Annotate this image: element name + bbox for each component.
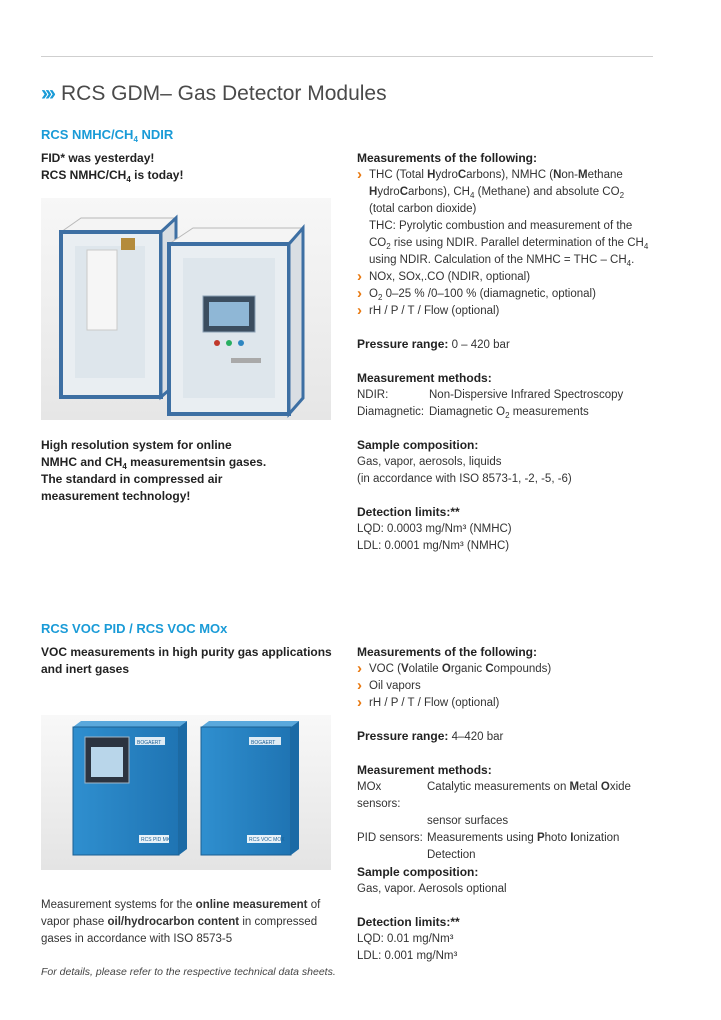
page-title-rest: – Gas Detector Modules (160, 82, 387, 105)
measurements-heading: Measurements of the following: (357, 645, 538, 659)
product-image-nmhc (41, 198, 331, 420)
intro-sub: 4 (126, 175, 131, 184)
bullet-o2: › $O_2$ 0–25 % /0–100 % (diamagnetic, optional) (357, 286, 657, 303)
footnote: For details, please refer to the respective technical data sheets. (41, 966, 336, 978)
desc-line: measurement technology! (41, 489, 191, 503)
method-row: NDIR: Non-Dispersive Infrared Spectroscopy (357, 389, 624, 401)
limits-heading: Detection limits:** (357, 915, 460, 929)
chevron-right-icon: ››› (41, 82, 53, 105)
section1-title (41, 127, 173, 142)
section1-title-sub: 4 (133, 135, 138, 144)
limit-line: LQD: 0.01 mg/Nm³ (357, 933, 454, 945)
desc-line: Measurement systems for the online measurement of (41, 899, 321, 911)
thc-continued: using NDIR. Calculation of the NMHC = THC – $CH_4$. (369, 254, 635, 268)
method-row: Diamagnetic: Diamagnetic $O_2$ measurements (357, 406, 589, 420)
section2-sample (357, 864, 657, 898)
section1-limits (357, 504, 657, 555)
product-image-voc (41, 715, 331, 870)
desc-text: NMHC and CH (41, 455, 123, 469)
voc-cabinets-illustration (41, 715, 331, 870)
section2-pressure (357, 728, 503, 746)
bullet-rh: › rH / P / T / Flow (optional) (357, 303, 657, 320)
desc-text: measurementsin gases. (126, 455, 267, 469)
page-title (41, 82, 387, 106)
methods-heading: Measurement methods: (357, 763, 492, 777)
limits-heading: Detection limits:** (357, 505, 460, 519)
bullet-rh: › rH / P / T / Flow (optional) (357, 695, 657, 712)
bullet-voc: › VOC (Volatile Organic Compounds) (357, 661, 657, 678)
section1-sample (357, 437, 657, 488)
pressure-label: Pressure range: (357, 729, 449, 743)
desc-line: The standard in compressed air (41, 472, 223, 486)
method-row: sensor surfaces (427, 815, 509, 827)
intro-line: VOC measurements in high purity gas applications (41, 645, 332, 659)
pressure-value: 0 – 420 bar (448, 339, 510, 351)
section2-methods (357, 762, 657, 864)
thc-continued: THC: Pyrolytic combustion and measurement of the (369, 220, 633, 232)
limit-line: LDL: 0.001 mg/Nm³ (357, 950, 458, 962)
limit-line: LQD: 0.0003 mg/Nm³ (NMHC) (357, 523, 512, 535)
cabinet2-plate: RCS VOC MOX (249, 837, 285, 843)
desc-line: gases in accordance with ISO 8573-5 (41, 933, 233, 945)
section1-pressure (357, 336, 510, 354)
cabinet2-brand: BOGAERT (251, 740, 276, 746)
desc-line: vapor phase oil/hydrocarbon content in compressed (41, 916, 318, 928)
section1-title-b: NDIR (137, 127, 174, 142)
pressure-label: Pressure range: (357, 337, 449, 351)
method-row: Detection (427, 849, 476, 861)
measurements-heading: Measurements of the following: (357, 151, 538, 165)
bullet-thc: › THC (Total HydroCarbons), NMHC (Non-Methane (357, 167, 657, 184)
page-title-prefix: RCS GDM (60, 82, 161, 105)
desc-line: High resolution system for online (41, 438, 232, 452)
section2-description (41, 897, 341, 948)
pressure-value: 4–420 bar (448, 731, 504, 743)
intro-line (41, 167, 331, 184)
intro-line: and inert gases (41, 662, 130, 676)
section1-intro (41, 150, 331, 184)
section2-limits (357, 914, 657, 965)
bullet-nox: › NOx, SOx,.CO (NDIR, optional) (357, 269, 657, 286)
method-row: PID sensors: Measurements using Photo Ionization (357, 832, 620, 844)
top-divider (41, 56, 653, 57)
sample-line: (in accordance with ISO 8573-1, -2, -5, -6) (357, 473, 572, 485)
section2-intro (41, 644, 341, 678)
section1-title-a: RCS NMHC/CH (41, 127, 134, 142)
cabinet1-brand: BOGAERT (137, 740, 162, 746)
limit-line: LDL: 0.0001 mg/Nm³ (NMHC) (357, 540, 510, 552)
sample-line: Gas, vapor. Aerosols optional (357, 883, 507, 895)
section1-methods (357, 370, 657, 421)
intro-text: RCS NMHC/CH (41, 168, 127, 182)
method-row: MOx sensors: Catalytic measurements on Metal Oxide (357, 781, 631, 810)
section2-measurements (357, 644, 657, 712)
bullet-oil: › Oil vapors (357, 678, 657, 695)
section1-measurements (357, 150, 657, 320)
thc-continued: (total carbon dioxide) (369, 203, 477, 215)
sample-heading: Sample composition: (357, 438, 479, 452)
intro-line: FID* was yesterday! (41, 151, 155, 165)
nmhc-cabinets-illustration (41, 198, 331, 420)
section2-title: RCS VOC PID / RCS VOC MOx (41, 621, 228, 636)
sample-heading: Sample composition: (357, 865, 479, 879)
desc-sub: 4 (122, 462, 127, 471)
desc-line (41, 454, 341, 471)
cabinet1-plate: RCS PID MK (141, 837, 171, 843)
methods-heading: Measurement methods: (357, 371, 492, 385)
intro-text: is today! (130, 168, 184, 182)
section1-description (41, 437, 341, 505)
thc-continued: HydroCarbons), $CH_4$ (Methane) and absolute $CO_2$ (369, 186, 625, 200)
thc-continued: $CO_2$ rise using NDIR. Parallel determination of the $CH_4$ (369, 237, 649, 251)
sample-line: Gas, vapor, aerosols, liquids (357, 456, 502, 468)
